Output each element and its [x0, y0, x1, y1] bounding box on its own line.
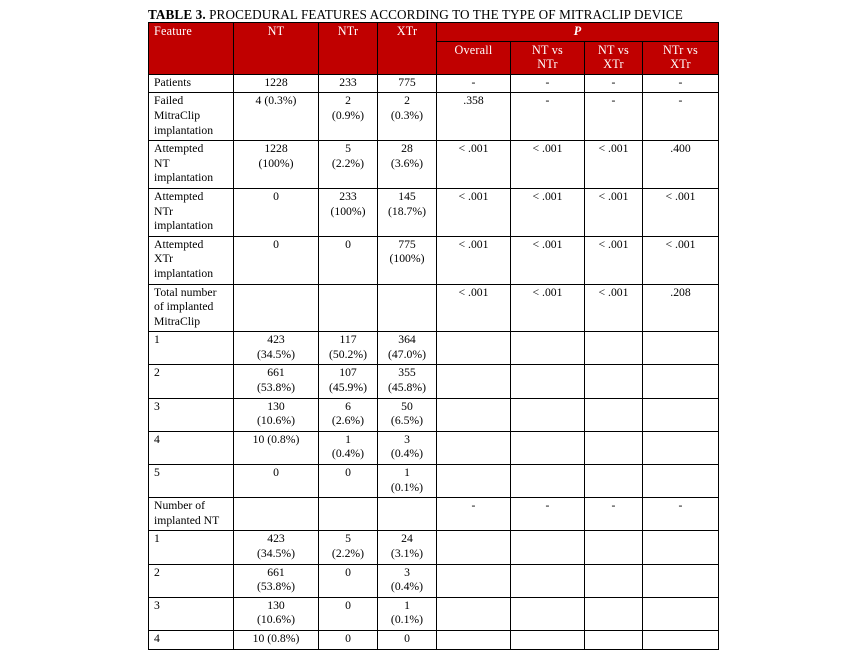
cell-xtr-line: (0.3%)	[390, 108, 424, 122]
cell-ntr: 233	[319, 74, 378, 93]
cell-nt-vs-xtr	[585, 398, 643, 431]
cell-ntr-vs-xtr: -	[643, 93, 719, 141]
header-cell-feature: Feature	[149, 23, 234, 75]
cell-ntr-line: 2	[345, 94, 351, 108]
cell-feature-line: Number of	[154, 499, 205, 513]
cell-feature	[149, 564, 234, 597]
cell-feature	[149, 188, 234, 236]
cell-ntr	[319, 188, 378, 236]
cell-feature-line: 2	[154, 565, 160, 579]
cell-ntr-vs-xtr	[643, 465, 719, 498]
cell-feature	[149, 498, 234, 531]
cell-nt-line: (53.8%)	[257, 580, 295, 594]
table-container	[148, 22, 718, 650]
cell-ntr-line: 5	[345, 142, 351, 156]
table-row	[149, 236, 719, 284]
cell-xtr	[378, 93, 437, 141]
cell-nt-vs-ntr	[511, 597, 585, 630]
cell-ntr-line: 1	[345, 432, 351, 446]
table-row	[149, 284, 719, 332]
table-row	[149, 431, 719, 464]
cell-nt	[234, 398, 319, 431]
cell-ntr	[319, 531, 378, 564]
header-nt-vs-ntr-line1: NT vs	[532, 42, 563, 57]
cell-ntr-line: (45.9%)	[329, 381, 367, 395]
cell-overall	[437, 398, 511, 431]
cell-xtr-line: (47.0%)	[388, 347, 426, 361]
cell-feature-line: 2	[154, 366, 160, 380]
cell-ntr-line: 117	[339, 333, 357, 347]
cell-xtr-line: 1	[404, 466, 410, 480]
cell-nt-vs-xtr: < .001	[585, 141, 643, 189]
cell-ntr	[319, 332, 378, 365]
table-row	[149, 531, 719, 564]
cell-overall	[437, 630, 511, 649]
cell-nt-vs-xtr	[585, 564, 643, 597]
cell-nt	[234, 332, 319, 365]
cell-feature-line: 4	[154, 631, 160, 645]
cell-ntr-vs-xtr: .400	[643, 141, 719, 189]
cell-nt-vs-xtr	[585, 531, 643, 564]
cell-nt-vs-xtr	[585, 332, 643, 365]
cell-feature	[149, 332, 234, 365]
cell-xtr-line: 3	[404, 565, 410, 579]
cell-nt: 0	[234, 188, 319, 236]
cell-nt: 4 (0.3%)	[234, 93, 319, 141]
cell-nt-vs-xtr: -	[585, 498, 643, 531]
cell-nt-line: (34.5%)	[257, 547, 295, 560]
cell-nt-vs-ntr: < .001	[511, 236, 585, 284]
cell-xtr-line: (0.1%)	[390, 613, 424, 627]
table-row	[149, 564, 719, 597]
cell-feature-line: 3	[154, 399, 160, 413]
header-cell-xtr: XTr	[378, 23, 437, 75]
cell-overall	[437, 465, 511, 498]
cell-nt-vs-ntr	[511, 531, 585, 564]
cell-feature-line: 4	[154, 432, 160, 446]
cell-nt	[234, 365, 319, 398]
cell-overall: < .001	[437, 141, 511, 189]
cell-ntr	[319, 431, 378, 464]
header-cell-ntr: NTr	[319, 23, 378, 75]
cell-nt	[234, 597, 319, 630]
table-row	[149, 630, 719, 649]
cell-nt-vs-ntr	[511, 465, 585, 498]
header-ntr-vs-xtr-line2: XTr	[670, 57, 691, 72]
table-row	[149, 465, 719, 498]
table-row	[149, 74, 719, 93]
cell-ntr-line: 5	[345, 532, 351, 546]
cell-nt-vs-ntr: -	[511, 74, 585, 93]
table-row	[149, 188, 719, 236]
cell-xtr-line: 3	[404, 432, 410, 446]
cell-xtr-line: (0.1%)	[390, 480, 424, 494]
cell-overall	[437, 597, 511, 630]
cell-ntr-line: (0.9%)	[331, 108, 365, 122]
cell-nt: 0	[234, 236, 319, 284]
cell-xtr	[378, 597, 437, 630]
cell-xtr	[378, 531, 437, 564]
cell-nt-vs-xtr	[585, 431, 643, 464]
table-row	[149, 365, 719, 398]
cell-feature-line: 1	[154, 532, 160, 546]
cell-overall: .358	[437, 93, 511, 141]
header-ntr-vs-xtr-line1: NTr vs	[663, 42, 698, 57]
cell-ntr-line: (50.2%)	[329, 347, 367, 361]
cell-feature-line: 5	[154, 466, 160, 480]
header-cell-nt-vs-ntr	[511, 41, 585, 74]
cell-ntr-vs-xtr: < .001	[643, 236, 719, 284]
cell-ntr	[319, 93, 378, 141]
cell-nt-line: (53.8%)	[257, 381, 295, 395]
cell-xtr	[378, 141, 437, 189]
cell-ntr: 0	[319, 236, 378, 284]
cell-feature-line: 3	[154, 598, 160, 612]
cell-xtr-line: (0.4%)	[390, 580, 424, 594]
cell-feature-line: NTr	[154, 204, 174, 218]
header-cell-nt: NT	[234, 23, 319, 75]
cell-nt-vs-xtr: -	[585, 93, 643, 141]
cell-ntr-vs-xtr: -	[643, 498, 719, 531]
cell-feature-line: Attempted	[154, 189, 204, 203]
cell-ntr-vs-xtr: .208	[643, 284, 719, 332]
cell-ntr-line: (2.2%)	[331, 547, 365, 560]
cell-feature-line: Failed	[154, 94, 184, 108]
cell-xtr-line: (3.6%)	[390, 156, 424, 170]
cell-ntr	[319, 498, 378, 531]
cell-nt: 10 (0.8%)	[234, 630, 319, 649]
cell-ntr-vs-xtr	[643, 597, 719, 630]
cell-xtr	[378, 365, 437, 398]
cell-xtr	[378, 188, 437, 236]
cell-ntr-vs-xtr	[643, 564, 719, 597]
cell-xtr-line: 50	[401, 399, 413, 413]
cell-feature-line: implanted NT	[154, 513, 220, 527]
table-row	[149, 498, 719, 531]
cell-overall: -	[437, 74, 511, 93]
cell-nt	[234, 141, 319, 189]
cell-ntr-vs-xtr	[643, 630, 719, 649]
cell-ntr-line: (2.6%)	[331, 414, 365, 428]
cell-xtr	[378, 236, 437, 284]
cell-feature	[149, 141, 234, 189]
cell-overall	[437, 431, 511, 464]
cell-feature	[149, 74, 234, 93]
cell-feature	[149, 284, 234, 332]
cell-nt: 10 (0.8%)	[234, 431, 319, 464]
cell-overall	[437, 564, 511, 597]
table-row	[149, 332, 719, 365]
cell-nt-line: 661	[267, 366, 285, 380]
cell-feature	[149, 597, 234, 630]
cell-ntr	[319, 284, 378, 332]
cell-nt	[234, 284, 319, 332]
cell-overall	[437, 365, 511, 398]
cell-ntr: 0	[319, 465, 378, 498]
cell-xtr-line: 775	[398, 237, 416, 251]
cell-nt-vs-ntr	[511, 398, 585, 431]
cell-xtr-line: (45.8%)	[388, 381, 426, 395]
cell-feature-line: NT	[154, 156, 170, 170]
cell-feature-line: 1	[154, 333, 160, 347]
cell-feature-line: of implanted	[154, 300, 214, 314]
cell-feature	[149, 398, 234, 431]
cell-ntr-vs-xtr	[643, 332, 719, 365]
cell-feature-line: Total number	[154, 285, 217, 299]
cell-nt-vs-ntr	[511, 564, 585, 597]
cell-nt: 0	[234, 465, 319, 498]
cell-feature	[149, 630, 234, 649]
cell-xtr-line: 28	[401, 142, 413, 156]
cell-ntr-line: 233	[339, 189, 357, 203]
cell-nt-line: 130	[267, 399, 285, 413]
table-row	[149, 141, 719, 189]
cell-feature-line: Attempted	[154, 142, 204, 156]
cell-ntr-vs-xtr	[643, 365, 719, 398]
cell-nt-line: (10.6%)	[257, 414, 295, 428]
cell-ntr: 0	[319, 597, 378, 630]
cell-overall	[437, 531, 511, 564]
cell-ntr	[319, 398, 378, 431]
cell-nt-vs-ntr: -	[511, 498, 585, 531]
table-title	[148, 7, 683, 22]
table-body	[149, 74, 719, 649]
cell-feature-line: implantation	[154, 266, 214, 280]
cell-feature	[149, 465, 234, 498]
table-header	[149, 23, 719, 75]
cell-feature-line: Patients	[154, 75, 192, 89]
cell-nt-vs-xtr	[585, 465, 643, 498]
cell-ntr-vs-xtr	[643, 398, 719, 431]
cell-nt-vs-xtr	[585, 597, 643, 630]
cell-xtr-line: 355	[398, 366, 416, 380]
cell-nt-line: 423	[267, 333, 285, 347]
cell-nt-vs-ntr	[511, 431, 585, 464]
cell-nt-vs-ntr: < .001	[511, 141, 585, 189]
cell-xtr	[378, 498, 437, 531]
table-row	[149, 398, 719, 431]
cell-xtr	[378, 564, 437, 597]
cell-overall	[437, 332, 511, 365]
table-title-text: PROCEDURAL FEATURES ACCORDING TO THE TYPE OF MITRACLIP DEVICE	[205, 7, 683, 22]
cell-xtr	[378, 284, 437, 332]
cell-nt	[234, 498, 319, 531]
header-nt-vs-xtr-line2: XTr	[603, 57, 624, 72]
cell-feature	[149, 93, 234, 141]
cell-nt-line: (10.6%)	[257, 613, 295, 627]
cell-ntr	[319, 141, 378, 189]
cell-xtr	[378, 431, 437, 464]
cell-nt	[234, 531, 319, 564]
table-row	[149, 93, 719, 141]
cell-nt-line: 661	[267, 565, 285, 579]
cell-xtr-line: 1	[404, 598, 410, 612]
cell-feature-line: implantation	[154, 219, 214, 233]
cell-nt-vs-xtr: < .001	[585, 284, 643, 332]
cell-nt-vs-ntr: < .001	[511, 188, 585, 236]
cell-nt-vs-xtr	[585, 365, 643, 398]
cell-feature-line: implantation	[154, 171, 214, 185]
cell-overall: < .001	[437, 188, 511, 236]
cell-nt-vs-ntr	[511, 332, 585, 365]
cell-xtr-line: (18.7%)	[388, 204, 426, 218]
cell-feature-line: MitraClip	[154, 314, 201, 328]
cell-feature	[149, 531, 234, 564]
cell-ntr-line: 107	[339, 366, 357, 380]
cell-ntr-vs-xtr: -	[643, 74, 719, 93]
cell-feature-line: Attempted	[154, 237, 204, 251]
cell-nt-line: 130	[267, 598, 285, 612]
cell-xtr-line: 364	[398, 333, 416, 347]
cell-ntr-vs-xtr: < .001	[643, 188, 719, 236]
cell-xtr-line: (0.4%)	[390, 447, 424, 461]
header-cell-nt-vs-xtr	[585, 41, 643, 74]
cell-nt-vs-xtr: < .001	[585, 236, 643, 284]
cell-overall: < .001	[437, 236, 511, 284]
cell-ntr-line: (100%)	[330, 204, 366, 218]
cell-ntr	[319, 365, 378, 398]
procedural-features-table	[148, 22, 719, 650]
cell-nt-vs-xtr: -	[585, 74, 643, 93]
cell-nt-vs-ntr	[511, 365, 585, 398]
cell-nt-vs-ntr	[511, 630, 585, 649]
cell-xtr: 0	[378, 630, 437, 649]
cell-nt: 1228	[234, 74, 319, 93]
cell-ntr-line: (2.2%)	[331, 156, 365, 170]
cell-nt-vs-ntr: -	[511, 93, 585, 141]
cell-xtr	[378, 465, 437, 498]
header-cell-p-group: P	[437, 23, 719, 42]
cell-ntr-vs-xtr	[643, 531, 719, 564]
header-nt-vs-xtr-line1: NT vs	[598, 42, 629, 57]
header-row-top	[149, 23, 719, 42]
table-row	[149, 597, 719, 630]
cell-feature	[149, 431, 234, 464]
cell-overall: -	[437, 498, 511, 531]
cell-nt	[234, 564, 319, 597]
cell-nt-line: 423	[267, 532, 285, 546]
cell-nt-vs-xtr: < .001	[585, 188, 643, 236]
cell-nt-line: (34.5%)	[257, 347, 295, 361]
cell-ntr-line: (0.4%)	[331, 447, 365, 461]
header-cell-ntr-vs-xtr	[643, 41, 719, 74]
cell-nt-vs-xtr	[585, 630, 643, 649]
cell-xtr-line: (100%)	[389, 252, 425, 266]
cell-xtr-line: 145	[398, 189, 416, 203]
cell-feature-line: implantation	[154, 123, 214, 137]
cell-xtr: 775	[378, 74, 437, 93]
cell-feature-line: MitraClip	[154, 108, 201, 122]
cell-ntr-vs-xtr	[643, 431, 719, 464]
cell-nt-line: 1228	[264, 142, 288, 156]
cell-xtr-line: 2	[404, 94, 410, 108]
cell-xtr-line: 24	[401, 532, 413, 546]
cell-ntr: 0	[319, 564, 378, 597]
cell-feature	[149, 365, 234, 398]
cell-feature	[149, 236, 234, 284]
table-number: TABLE 3.	[148, 7, 206, 22]
cell-overall: < .001	[437, 284, 511, 332]
header-cell-overall: Overall	[437, 41, 511, 74]
header-nt-vs-ntr-line2: NTr	[537, 57, 558, 72]
cell-nt-line: (100%)	[258, 156, 294, 170]
cell-ntr-line: 6	[345, 399, 351, 413]
cell-ntr: 0	[319, 630, 378, 649]
cell-xtr-line: (3.1%)	[390, 547, 424, 560]
cell-xtr	[378, 332, 437, 365]
cell-feature-line: XTr	[154, 252, 174, 266]
cell-xtr	[378, 398, 437, 431]
cell-xtr-line: (6.5%)	[390, 414, 424, 428]
cell-nt-vs-ntr: < .001	[511, 284, 585, 332]
